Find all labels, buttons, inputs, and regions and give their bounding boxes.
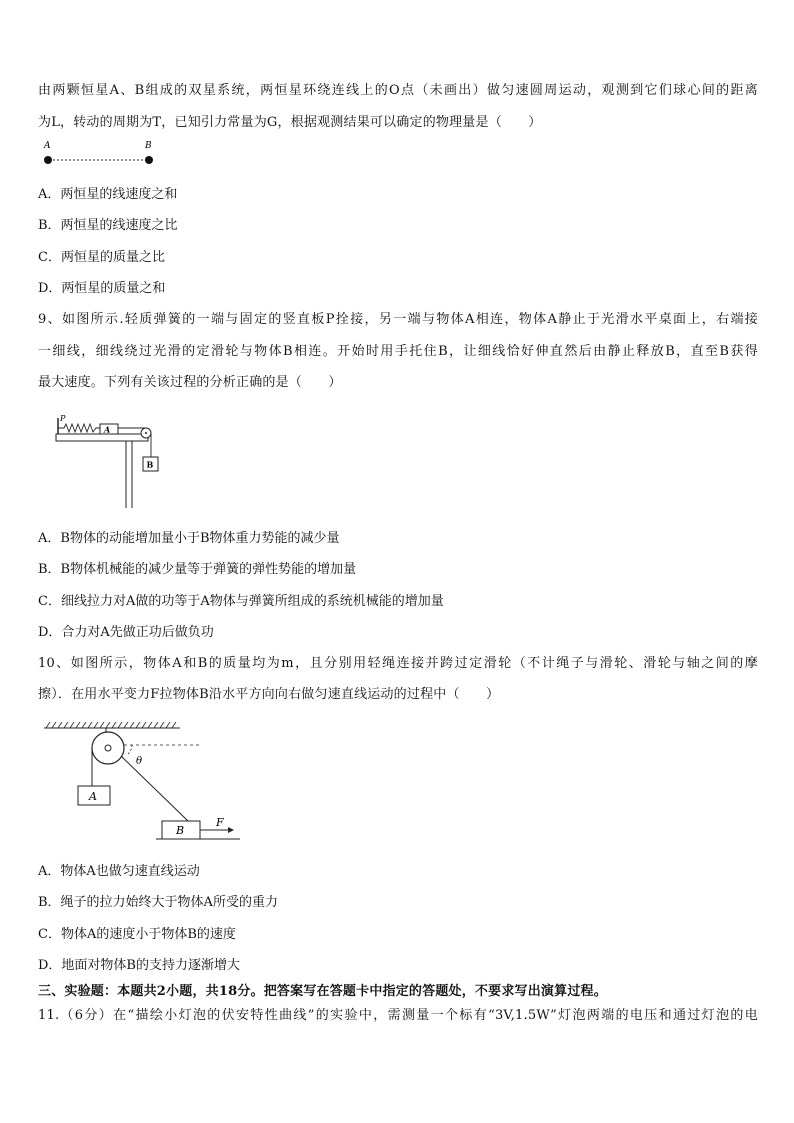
q8-figure-label-b: B — [145, 141, 152, 151]
q9-stem-line-3: 最大速度。下列有关该过程的分析正确的是（ ） — [38, 375, 342, 390]
q8-figure-star-b — [145, 156, 153, 164]
q10-option-a: A．物体A也做匀速直线运动 — [38, 864, 200, 879]
q8-option-a: A．两恒星的线速度之和 — [38, 187, 178, 202]
q10-figure-rope-b — [121, 756, 188, 821]
q9-figure-pulley-axle — [145, 432, 147, 434]
q9-figure-spring-pulley — [42, 412, 172, 512]
q10-option-b: B．绳子的拉力始终大于物体A所受的重力 — [38, 895, 278, 910]
q8-figure-two-stars — [36, 138, 166, 170]
q8-option-c: C．两恒星的质量之比 — [38, 250, 165, 265]
q10-option-c: C．物体A的速度小于物体B的速度 — [38, 927, 236, 942]
q9-option-b: B．B物体机械能的减少量等于弹簧的弹性势能的增加量 — [38, 562, 357, 577]
q8-stem-line-1: 由两颗恒星A、B组成的双星系统，两恒星环绕连线上的O点（未画出）做匀速圆周运动，观测到它们球心间的距离 — [38, 83, 758, 98]
q9-option-d: D．合力对A先做正功后做负功 — [38, 625, 214, 640]
q10-figure-pulley-axle — [105, 745, 111, 751]
section-3-heading: 三、实验题：本题共2小题，共18分。把答案写在答题卡中指定的答题处，不要求写出演算过程。 — [38, 984, 607, 999]
q8-figure-label-a: A — [44, 141, 51, 151]
q10-figure-angle-arc — [128, 745, 132, 754]
q10-figure-pulley-system — [40, 718, 240, 844]
q9-option-c: C．细线拉力对A做的功等于A物体与弹簧所组成的系统机械能的增加量 — [38, 594, 444, 609]
q10-figure-ceiling-hatch — [46, 722, 176, 728]
q9-figure-label-b: B — [146, 459, 154, 470]
q9-figure-spring — [58, 424, 100, 432]
q8-option-b: B．两恒星的线速度之比 — [38, 218, 178, 233]
q10-stem-line-2: 擦）．在用水平变力F拉物体B沿水平方向向右做匀速直线运动的过程中（ ） — [38, 687, 500, 702]
q9-stem-line-2: 一细线，细线绕过光滑的定滑轮与物体B相连。开始时用手托住B，让细线恰好伸直然后由静止释放B，直至B获得 — [38, 344, 758, 359]
q10-figure-label-theta: θ — [136, 756, 143, 767]
q8-stem-line-2: 为L，转动的周期为T，已知引力常量为G，根据观测结果可以确定的物理量是（ ） — [38, 115, 542, 130]
q9-figure-table-top — [56, 434, 148, 441]
q8-option-d: D．两恒星的质量之和 — [38, 281, 166, 296]
q10-stem-line-1: 10、如图所示，物体A和B的质量均为m，且分别用轻绳连接并跨过定滑轮（不计绳子与滑轮、滑轮与轴之间的摩 — [38, 656, 758, 671]
q9-figure-label-a: A — [104, 424, 111, 435]
q10-option-d: D．地面对物体B的支持力逐渐增大 — [38, 958, 240, 973]
q8-figure-star-a — [44, 156, 52, 164]
q9-stem-line-1: 9、如图所示.轻质弹簧的一端与固定的竖直板P拴接，另一端与物体A相连，物体A静止于光滑水平桌面上，右端接 — [38, 312, 758, 327]
q10-figure-force-arrowhead — [228, 827, 234, 833]
q11-stem-line-1: 11.（6分）在“描绘小灯泡的伏安特性曲线”的实验中，需测量一个标有“3V,1.5W”灯泡两端的电压和通过灯泡的电 — [38, 1008, 758, 1023]
q10-figure-label-b: B — [176, 824, 185, 837]
q10-figure-label-f: F — [216, 816, 224, 829]
q10-figure-label-a: A — [89, 790, 97, 803]
q9-figure-label-p: P — [60, 414, 66, 423]
q9-option-a: A．B物体的动能增加量小于B物体重力势能的减少量 — [38, 531, 340, 546]
